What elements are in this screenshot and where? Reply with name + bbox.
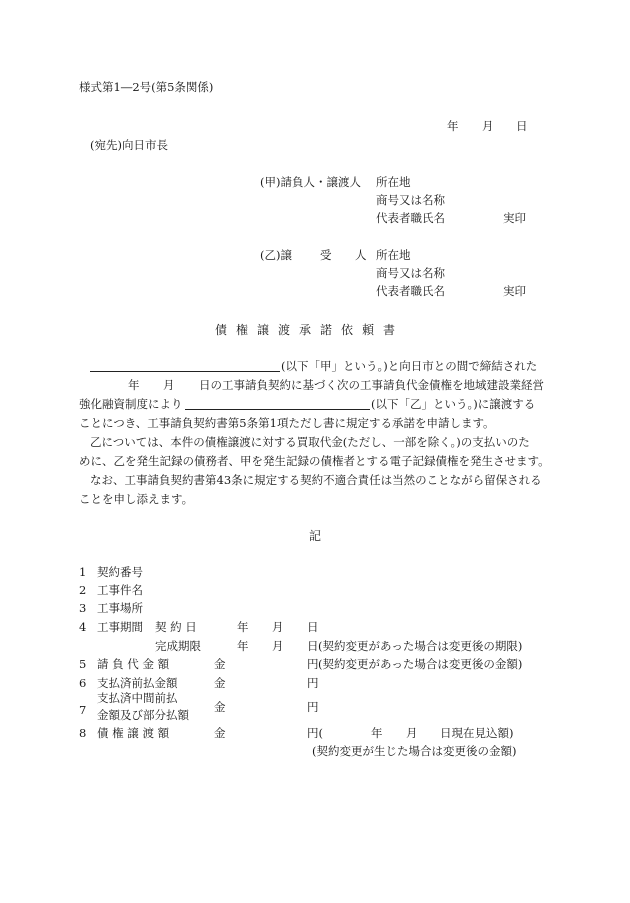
item-4-completion-label: 完成期限 xyxy=(155,639,201,653)
item-8-day-note: 日現在見込額) xyxy=(440,726,514,740)
blank-line-assignee xyxy=(185,409,370,410)
party-a-role: (甲)請負人・譲渡人 xyxy=(260,175,361,189)
item-6-label: 支払済前払金額 xyxy=(97,676,178,690)
body-line-4: ことにつき、工事請負契約書第5条第1項ただし書に規定する承諾を申請します。 xyxy=(79,416,495,430)
addressee: (宛先)向日市長 xyxy=(90,138,168,152)
item-8-kin: 金 xyxy=(214,726,226,740)
party-a-company-label: 商号又は名称 xyxy=(376,193,445,207)
party-b-role-1: (乙)譲 xyxy=(260,248,292,262)
party-a-seal: 実印 xyxy=(503,211,526,225)
item-8-month: 月 xyxy=(406,726,418,740)
item-4-contract-month: 月 xyxy=(272,620,284,634)
party-b-role-3: 人 xyxy=(355,248,367,262)
item-7-kin: 金 xyxy=(214,700,226,714)
item-3-label: 工事場所 xyxy=(97,601,143,615)
item-4-label: 工事期間 xyxy=(97,620,143,634)
item-5-number: 5 xyxy=(79,657,87,671)
body-line-2: 日の工事請負契約に基づく次の工事請負代金債権を地域建設業経営 xyxy=(199,378,544,392)
body-line-8: ことを申し添えます。 xyxy=(79,492,194,506)
party-b-role-2: 受 xyxy=(320,248,332,262)
item-5-label: 請 負 代 金 額 xyxy=(97,657,170,671)
ki-heading: 記 xyxy=(309,529,322,543)
body-line-5: 乙については、本件の債権譲渡に対する買取代金(ただし、一部を除く。)の支払いのた xyxy=(90,435,530,449)
party-b-representative-label: 代表者職氏名 xyxy=(376,284,445,298)
item-6-kin: 金 xyxy=(214,676,226,690)
item-5-note: (契約変更があった場合は変更後の金額) xyxy=(318,657,523,671)
item-5-kin: 金 xyxy=(214,657,226,671)
item-7-label-2: 金額及び部分払額 xyxy=(97,708,189,722)
item-7-number: 7 xyxy=(79,703,87,717)
item-6-yen: 円 xyxy=(307,676,319,690)
item-4-number: 4 xyxy=(79,620,87,634)
item-4-completion-month: 月 xyxy=(272,639,284,653)
item-4-completion-year: 年 xyxy=(237,639,249,653)
body-line-7: なお、工事請負契約書第43条に規定する契約不適合責任は当然のことながら留保される xyxy=(90,473,542,487)
body-line-3-head: 強化融資制度により xyxy=(79,397,183,411)
item-4-contract-year: 年 xyxy=(237,620,249,634)
item-4-contract-day: 日 xyxy=(307,620,319,634)
item-2-label: 工事件名 xyxy=(97,583,143,597)
item-8-year: 年 xyxy=(371,726,383,740)
item-8-number: 8 xyxy=(79,726,87,740)
date-day: 日 xyxy=(516,119,528,133)
item-7-yen: 円 xyxy=(307,700,319,714)
party-b-address-label: 所在地 xyxy=(376,248,411,262)
body-line-2-year: 年 xyxy=(128,378,140,392)
item-7-label-1: 支払済中間前払 xyxy=(97,691,178,705)
body-line-2-month: 月 xyxy=(163,378,175,392)
item-3-number: 3 xyxy=(79,601,87,615)
item-4-completion-note: (契約変更があった場合は変更後の期限) xyxy=(318,639,523,653)
item-1-number: 1 xyxy=(79,565,87,579)
body-line-1: (以下「甲」という。)と向日市との間で締結された xyxy=(281,359,538,373)
item-2-number: 2 xyxy=(79,583,87,597)
form-number: 様式第1―2号(第5条関係) xyxy=(79,80,214,94)
party-a-representative-label: 代表者職氏名 xyxy=(376,211,445,225)
item-8-yen: 円( xyxy=(307,726,323,740)
item-8-label: 債 権 譲 渡 額 xyxy=(97,726,170,740)
item-1-label: 契約番号 xyxy=(97,565,143,579)
party-b-seal: 実印 xyxy=(503,284,526,298)
item-6-number: 6 xyxy=(79,676,87,690)
body-line-3-tail: (以下「乙」という。)に譲渡する xyxy=(371,397,536,411)
party-b-company-label: 商号又は名称 xyxy=(376,266,445,280)
item-5-yen: 円 xyxy=(307,657,319,671)
party-a-address-label: 所在地 xyxy=(376,175,411,189)
body-line-6: めに、乙を発生記録の債務者、甲を発生記録の債権者とする電子記録債権を発生させます。 xyxy=(79,454,550,468)
item-4-contract-date-label: 契 約 日 xyxy=(155,620,197,634)
blank-line-contractor xyxy=(90,371,280,372)
date-month: 月 xyxy=(482,119,494,133)
document-title: 債権譲渡承諾依頼書 xyxy=(215,323,405,337)
item-8-note: (契約変更が生じた場合は変更後の金額) xyxy=(312,744,517,758)
date-year: 年 xyxy=(447,119,459,133)
item-4-completion-day: 日 xyxy=(307,639,319,653)
